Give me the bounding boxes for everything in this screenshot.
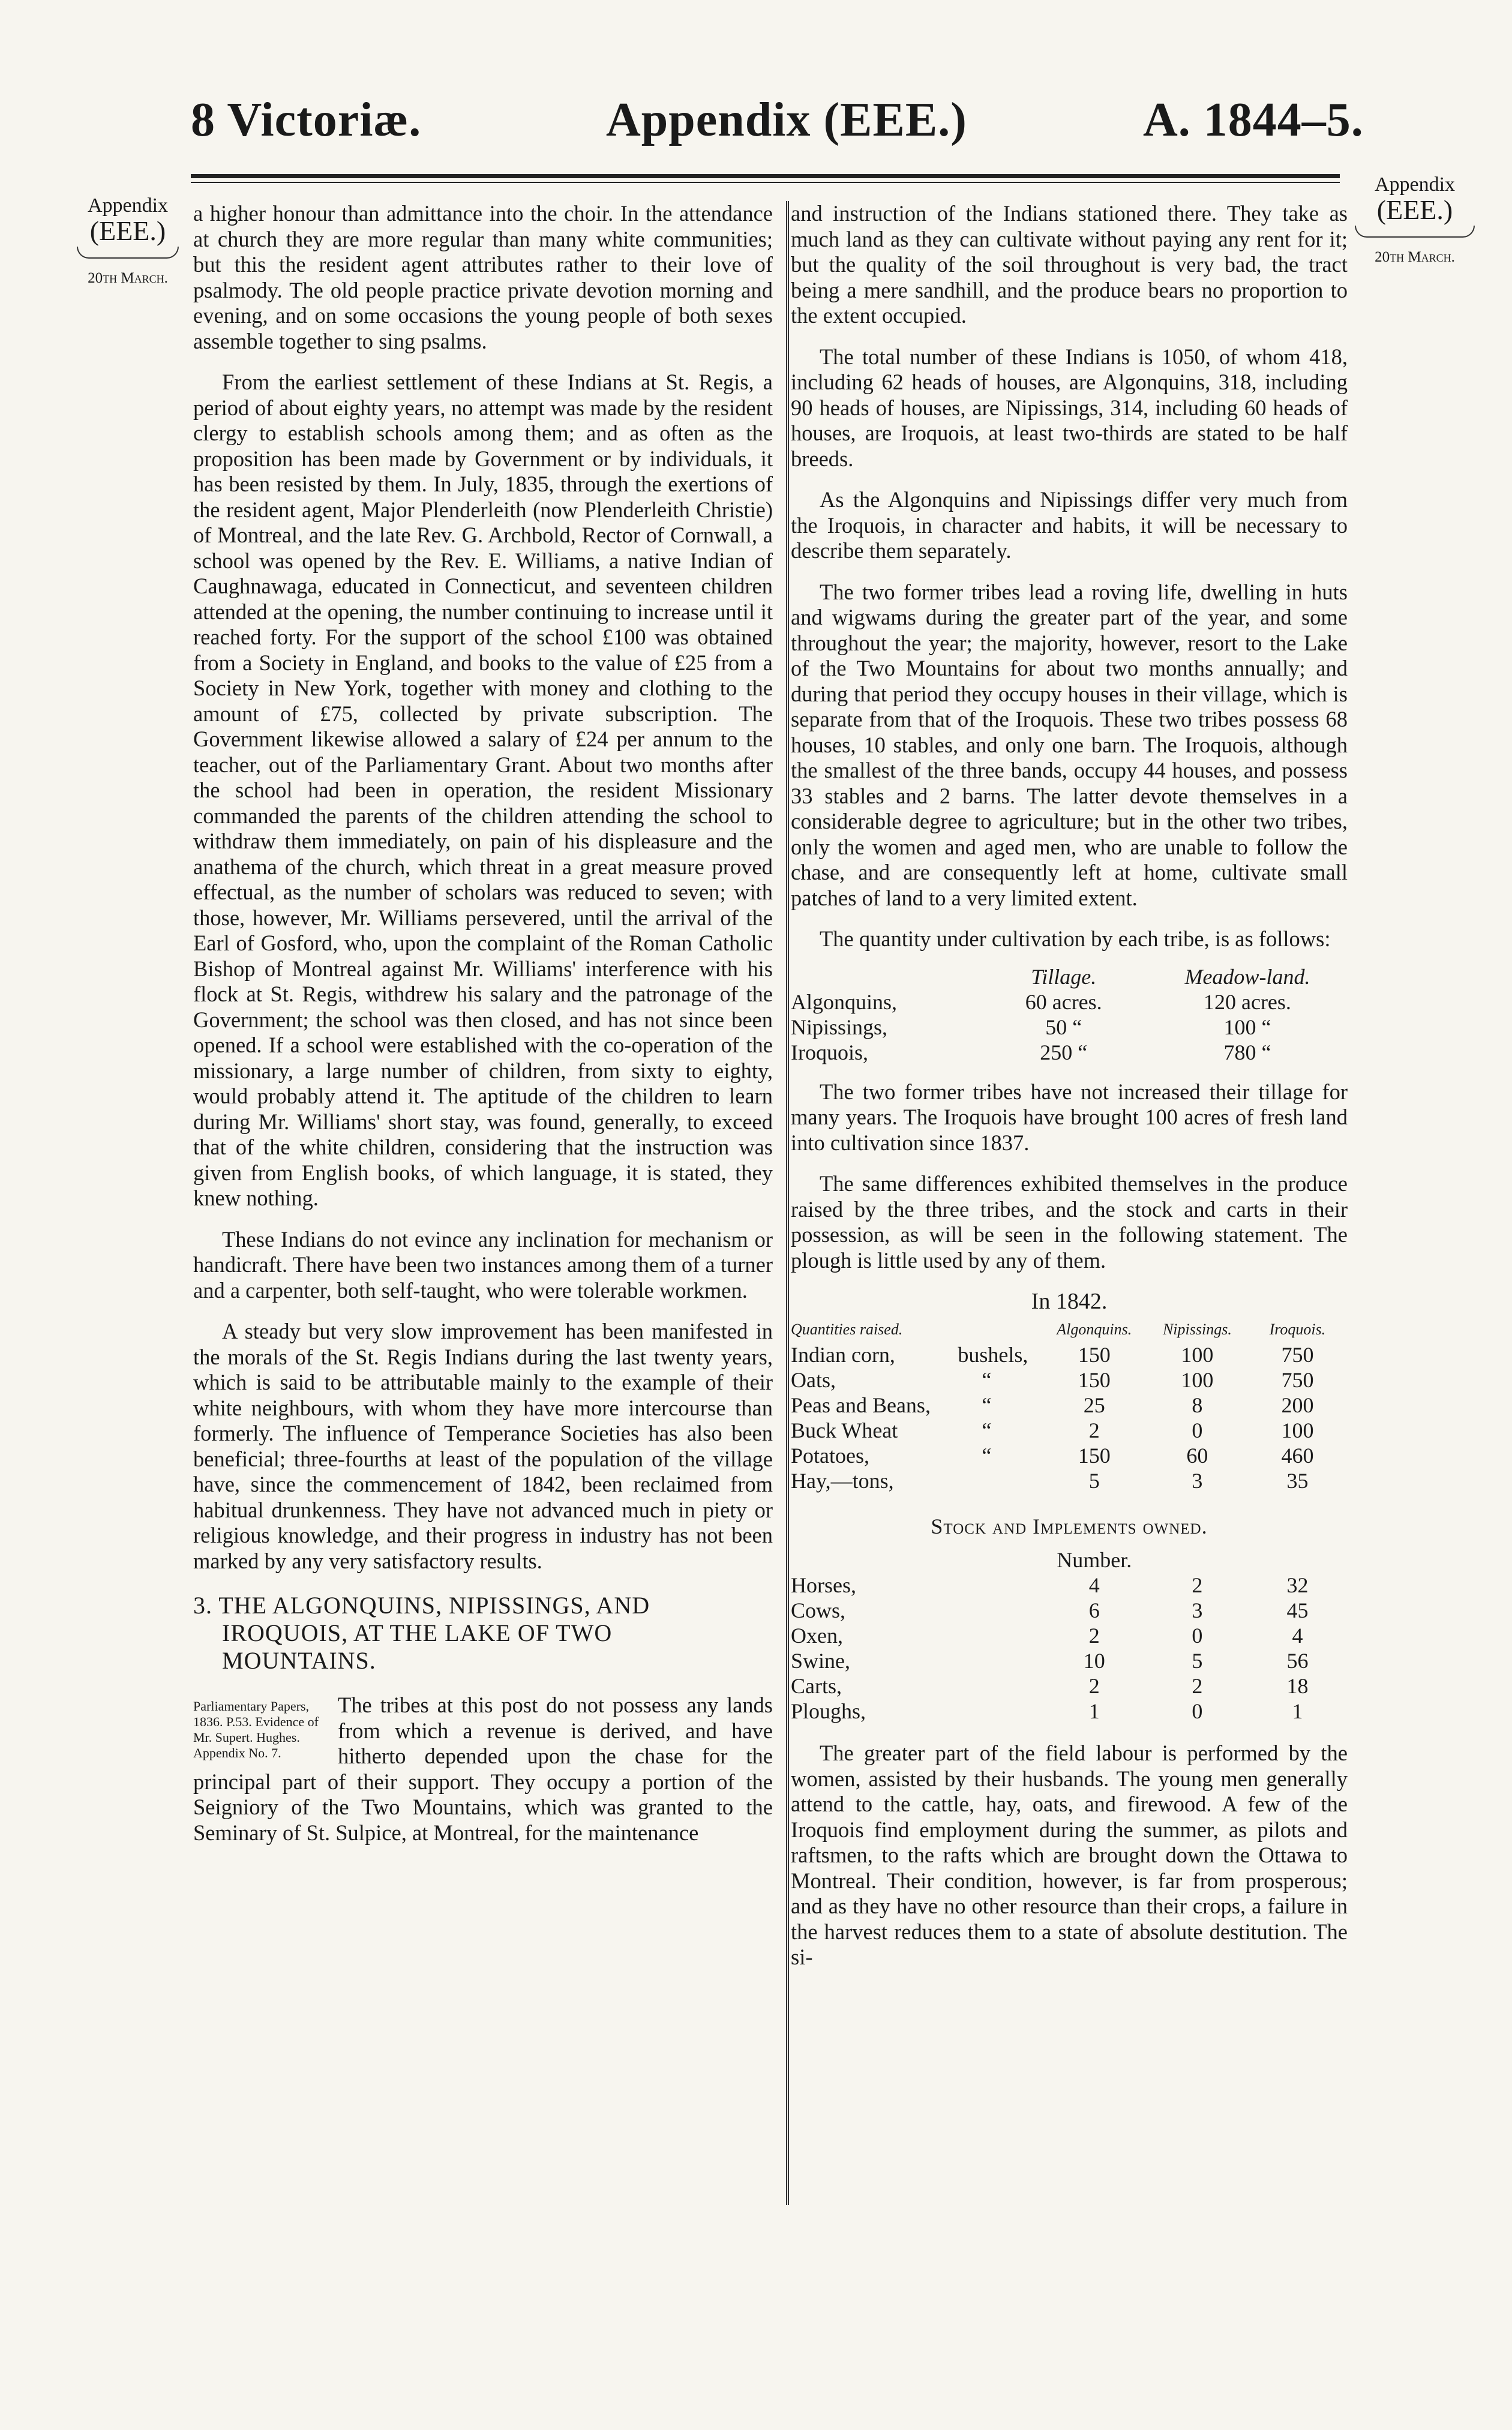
margin-right-label: Appendix	[1374, 173, 1456, 196]
paragraph: From the earliest settlement of these Indians at St. Regis, a period of about eighty years, no attempt was made by the resident clergy to establish schools among them; and as often as the proposition has been made by Government or by individuals, it has been resisted by them. In July, 1835, through the exertions of the resident agent, Major Plenderleith (now Plenderleith Christie) of Montreal, and the late Rev. G. Archbold, Rector of Cornwall, a school was opened by the Rev. E. Williams, a native Indian of Caughnawaga, educated in Connecticut, and seventeen children attended at the opening, the number continuing to increase until it reached forty. For the support of the school £100 was obtained from a Society in England, and books to the value of £25 from a Society in New York, together with money and clothing to the amount of £75, collected by private subscription. The Government likewise allowed a salary of £24 per annum to the teacher, out of the Parliamentary Grant. About two months after the school had been in operation, the resident Missionary commanded the parents of the children attending the school to withdraw them immediately, on pain of his displeasure and the anathema of the church, which threat in a great measure proved effectual, as the number of scholars was reduced to seven; with those, however, Mr. Williams persevered, until the arrival of the Earl of Gosford, who, upon the complaint of the Roman Catholic Bishop of Montreal against Mr. Williams' interference with his flock at St. Regis, withdrew his salary and the patronage of the Government; the school was then closed, and has not since been opened. If a school were established with the co-operation of the missionary, a large number of children, from sixty to eighty, would probably attend it. The aptitude of the children to learn during Mr. Williams' short stay, was found, generally, to exceed that of the white children, considering that the instruction was given from English books, of which language, it is stated, they knew nothing.	[193, 370, 773, 1210]
paragraph: A steady but very slow improvement has been manifested in the morals of the St. Regis Indians during the last twenty years, which is said to be attributable mainly to the example of their white neighbours, with whom they have more intercourse than formerly. The influence of Temperance Societies has also been beneficial; three-fourths at least of the population of the village have, since the commencement of 1842, been reclaimed from habitual drunkenness. They have not advanced much in piety or religious knowledge, and their progress in industry has not been marked by any very satisfactory results.	[193, 1319, 773, 1573]
header-left: 8 Victoriæ.	[191, 94, 422, 146]
table-row: Carts, 2 2 18	[791, 1674, 1309, 1698]
paragraph: The tribes at this post do not possess any lands from which a revenue is derived, and have hitherto depended upon the chase for the principal part of their support. They occupy a portion of the Seigniory of the Two Mountains, which was granted to the Seminary of St. Sulpice, at Montreal, for the maintenance	[193, 1693, 773, 1845]
table-row: Nipissings, 50 “ 100 “	[791, 1015, 1271, 1039]
stock-table	[791, 1547, 1348, 1724]
table-row: Indian corn, bushels, 150 100 750	[791, 1342, 1314, 1367]
paragraph: These Indians do not evince any inclination for mechanism or handicraft. There have been two instances among them of a turner and a carpenter, both self-taught, who were tolerable workmen.	[193, 1226, 773, 1303]
paragraph: The greater part of the field labour is performed by the women, assisted by their husbands. The young men generally attend to the cattle, hay, oats, and firewood. A few of the Iroquois find employment during the summer, as pilots and raftsmen, to the rafts which are brought down the Ottawa to Montreal. Their condition, however, is far from prosperous; and as they have no other resource than their crops, a failure in the harvest reduces them to a state of absolute destitution. The si-	[791, 1741, 1348, 1969]
header-center: Appendix (EEE.)	[606, 94, 967, 146]
margin-left-label: Appendix	[87, 194, 169, 217]
margin-left-code: (EEE.)	[89, 215, 166, 246]
table-row: Ploughs, 1 0 1	[791, 1699, 1303, 1723]
table-row: Algonquins, 60 acres. 120 acres.	[791, 989, 1291, 1014]
produce-table: Quantities raised. Algonquins. Nipissings. Iroquois. Indian corn, bushels, 150 100 750 Oats, “ 150 100 750 Peas and Beans, “ 25 8 200 Buck Wheat “ 2 0 100 Potatoes, “ 150 60 460 Hay,—tons, 5 3 35	[791, 1317, 1348, 1493]
paragraph: The two former tribes lead a roving life, dwelling in huts and wigwams during the greater part of the year, and some throughout the year; the majority, however, resort to the Lake of the Two Mountains for about two months annually; and during that period they occupy houses in their village, which is separate from that of the Iroquois. These two tribes possess 68 houses, 10 stables, and only one barn. The Iroquois, although the smallest of the three bands, occupy 44 houses, and possess 33 stables and 2 barns. The latter devote themselves in a considerable degree to agriculture; but in the other two tribes, only the women and aged men, who are unable to follow the chase, and are consequently left at home, cultivate small patches of land to a very limited extent.	[791, 579, 1348, 910]
header-right: A. 1844–5.	[1143, 94, 1364, 146]
table-row: Iroquois, 250 “ 780 “	[791, 1040, 1271, 1064]
header-rule-thin	[191, 182, 1340, 183]
col-tillage-header: Tillage.	[1031, 964, 1097, 989]
table-row: Peas and Beans, “ 25 8 200	[791, 1393, 1314, 1417]
column-divider	[786, 201, 789, 2205]
header-rule	[191, 174, 1340, 178]
col-meadow-header: Meadow-land.	[1184, 964, 1310, 989]
table-row: Buck Wheat “ 2 0 100	[791, 1418, 1314, 1442]
left-column	[193, 201, 773, 1861]
table-row: Potatoes, “ 150 60 460	[791, 1443, 1314, 1468]
paragraph: a higher honour than admittance into the choir. In the attendance at church they are more regular than many white communities; but this the resident agent attributes rather to their love of psalmody. The old people practice private devotion morning and evening, and on some occasions the young people of both sexes assemble together to sing psalms.	[193, 201, 773, 353]
paragraph: As the Algonquins and Nipissings differ very much from the Iroquois, in character and habits, it will be necessary to describe them separately.	[791, 487, 1348, 563]
margin-right-code: (EEE.)	[1376, 194, 1453, 225]
paragraph: The two former tribes have not increased their tillage for many years. The Iroquois have brought 100 acres of fresh land into cultivation since 1837.	[791, 1079, 1348, 1155]
section-heading: 3. THE ALGONQUINS, NIPISSINGS, AND IROQUOIS, AT THE LAKE OF TWO MOUNTAINS.	[193, 1592, 650, 1674]
margin-note-right	[1343, 174, 1487, 265]
table-row: Oxen, 2 0 4	[791, 1624, 1303, 1648]
table-row: Swine, 10 5 56	[791, 1649, 1309, 1673]
margin-left-brace	[77, 247, 179, 259]
produce-caption: In 1842.	[1031, 1289, 1108, 1314]
paragraph: and instruction of the Indians stationed there. They take as much land as they can cultivate without paying any rent for it; but the quality of the soil throughout is very bad, the tract being a mere sandhill, and the produce bears no proportion to the extent occupied.	[791, 201, 1348, 328]
margin-note-left	[65, 195, 191, 286]
margin-left-date: 20th March.	[88, 269, 168, 286]
margin-right-date: 20th March.	[1375, 248, 1455, 265]
table-row: Hay,—tons, 5 3 35	[791, 1468, 1309, 1493]
sidenote-reference: Parliamentary Papers, 1836. P.53. Evidence of Mr. Supert. Hughes. Appendix No. 7.	[193, 1699, 319, 1760]
number-header: Number.	[1057, 1548, 1132, 1572]
paragraph: The same differences exhibited themselves in the produce raised by the three tribes, and the stock and carts in their possession, as will be seen in the following statement. The plough is little used by any of them.	[791, 1171, 1348, 1273]
table-row: Cows, 6 3 45	[791, 1598, 1309, 1622]
cultivation-table	[791, 964, 1348, 1065]
right-column	[791, 201, 1348, 1986]
table-row: Horses, 4 2 32	[791, 1573, 1309, 1597]
table-row: Oats, “ 150 100 750	[791, 1367, 1314, 1392]
margin-right-brace	[1355, 226, 1475, 238]
paragraph: The total number of these Indians is 1050, of whom 418, including 62 heads of houses, are Algonquins, 318, including 90 heads of houses, are Nipissings, 314, including 60 heads of houses, are Iroquois, at least two-thirds are stated to be half breeds.	[791, 344, 1348, 471]
paragraph: The quantity under cultivation by each tribe, is as follows:	[820, 926, 1331, 951]
stock-title: Stock and Implements owned.	[931, 1514, 1208, 1538]
